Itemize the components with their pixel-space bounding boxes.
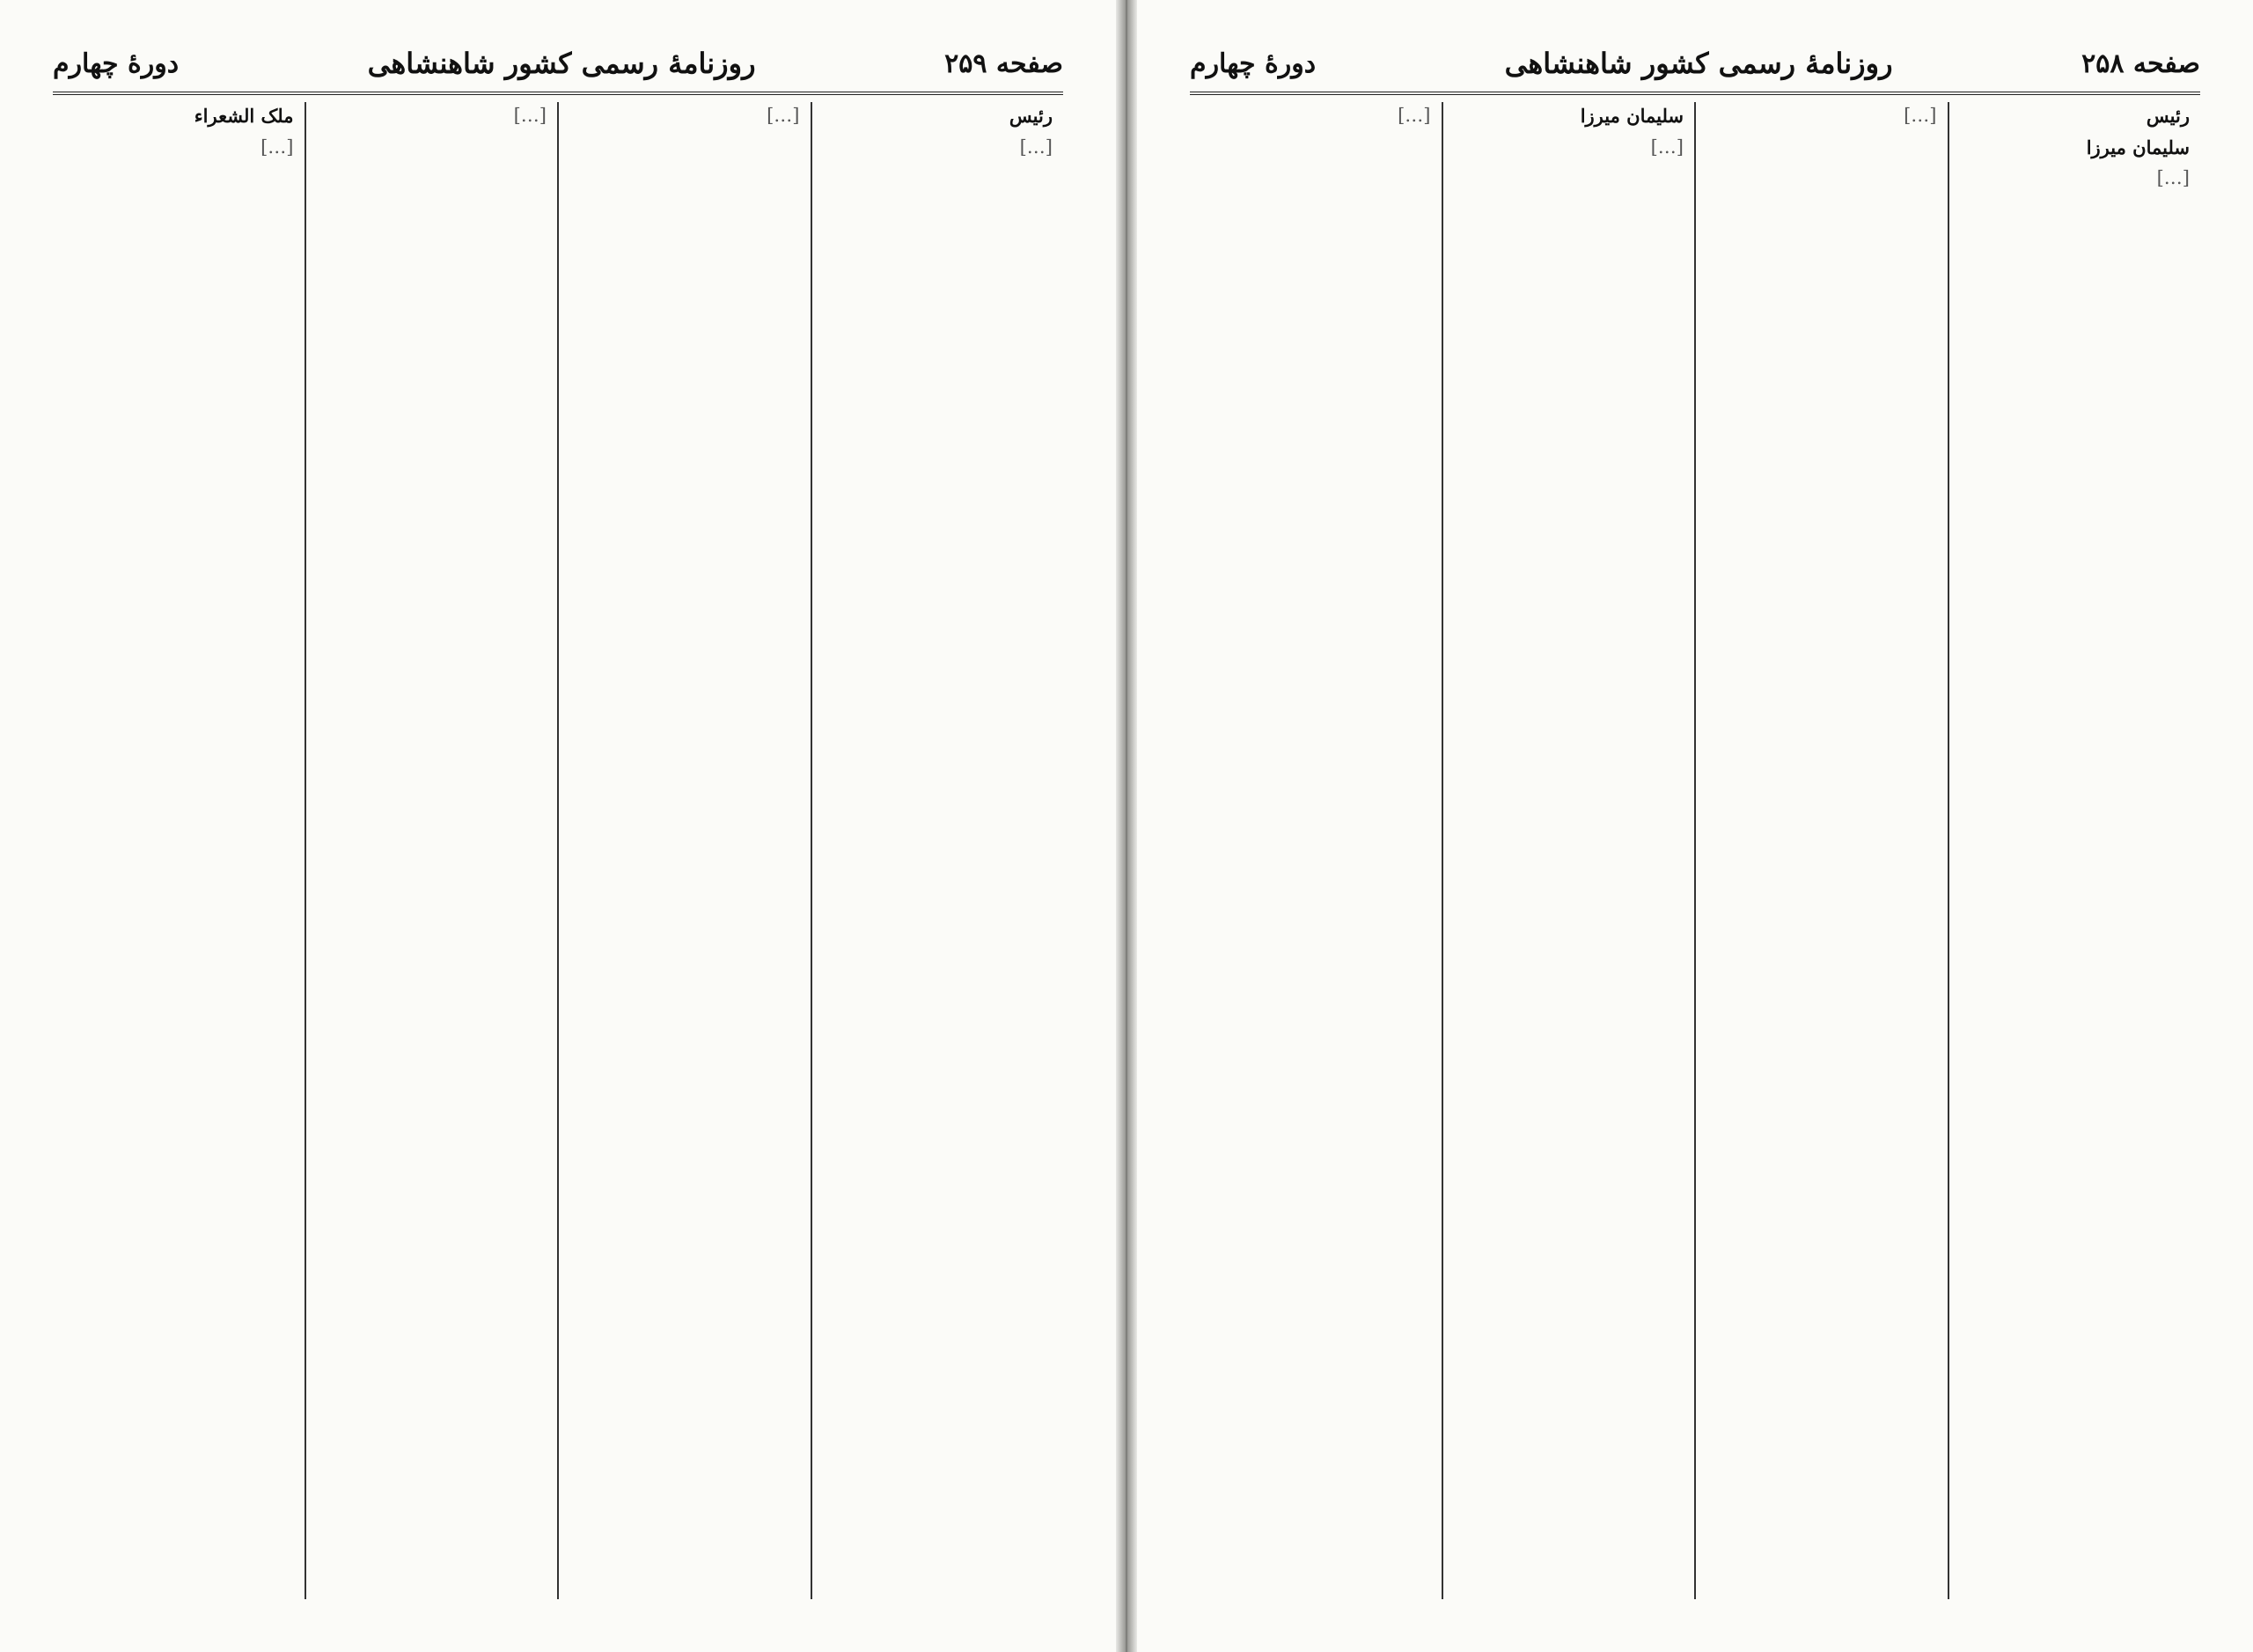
header-rule [1190, 92, 2200, 95]
speaker-name: ملک الشعراء [194, 105, 294, 127]
text-column [1442, 102, 1695, 1599]
text-column [811, 102, 1064, 1599]
illegible-text: […] [1398, 105, 1431, 126]
page-right [1137, 0, 2253, 1652]
text-columns [53, 102, 1063, 1599]
volume-label: دورهٔ چهارم [1190, 48, 1317, 79]
page-number: صفحه ۲۵۹ [944, 48, 1063, 79]
text-column [557, 102, 811, 1599]
text-column [53, 102, 305, 1599]
illegible-text: […] [767, 105, 800, 126]
newspaper-title: روزنامهٔ رسمی کشور شاهنشاهی [367, 47, 756, 80]
illegible-text: […] [2156, 167, 2190, 188]
speaker-name: سلیمان میرزا [1580, 105, 1684, 127]
speaker-name: رئیس [2146, 105, 2190, 127]
speaker-name: سلیمان میرزا [2086, 136, 2190, 158]
newspaper-title: روزنامهٔ رسمی کشور شاهنشاهی [1504, 47, 1893, 80]
illegible-text: […] [1019, 136, 1053, 158]
volume-label: دورهٔ چهارم [53, 48, 180, 79]
illegible-text: […] [1904, 105, 1937, 126]
page-number: صفحه ۲۵۸ [2081, 48, 2200, 79]
text-column [1948, 102, 2201, 1599]
speaker-name: رئیس [1009, 105, 1053, 127]
book-gutter [1116, 0, 1137, 1652]
text-columns [1190, 102, 2200, 1599]
page-left [0, 0, 1116, 1652]
illegible-text: […] [1650, 136, 1684, 158]
illegible-text: […] [513, 105, 547, 126]
header-rule [53, 92, 1063, 95]
text-column [1694, 102, 1948, 1599]
page-header [1190, 39, 2200, 88]
text-column [1190, 102, 1442, 1599]
page-header [53, 39, 1063, 88]
text-column [305, 102, 558, 1599]
illegible-text: […] [261, 136, 294, 158]
